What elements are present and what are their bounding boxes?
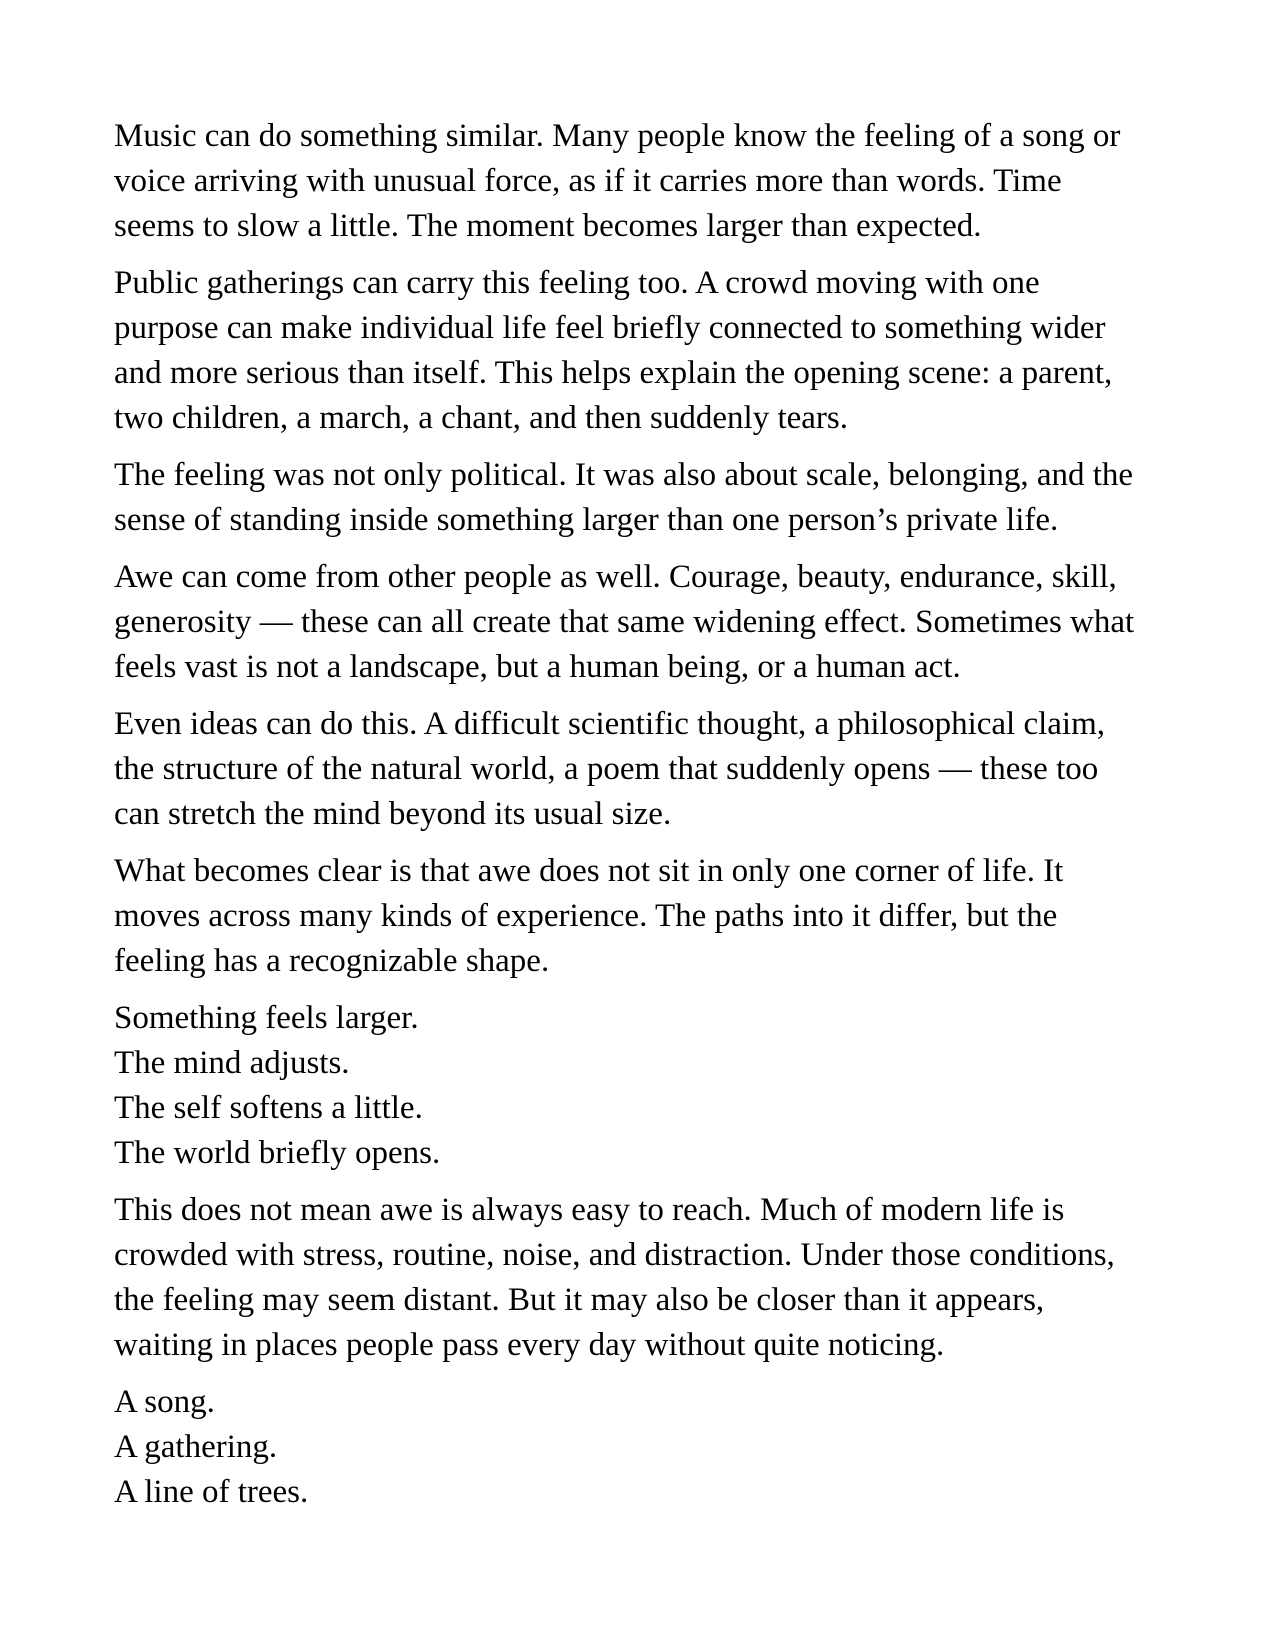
paragraph <box>114 702 1165 837</box>
text-line: can stretch the mind beyond its usual size. <box>114 796 672 832</box>
text-line: The self softens a little. <box>114 1090 423 1126</box>
paragraph <box>114 996 1165 1176</box>
paragraph <box>114 555 1165 690</box>
paragraph <box>114 1380 1165 1515</box>
paragraph <box>114 453 1165 543</box>
text-line: The world briefly opens. <box>114 1135 441 1171</box>
text-line: the structure of the natural world, a poem that suddenly opens — these too <box>114 751 1099 787</box>
text-line: Something feels larger. <box>114 1000 419 1036</box>
text-line: The feeling was not only political. It was also about scale, belonging, and the <box>114 457 1134 493</box>
text-line: What becomes clear is that awe does not sit in only one corner of life. It <box>114 853 1064 889</box>
text-line: sense of standing inside something larger than one person’s private life. <box>114 502 1059 538</box>
text-line: crowded with stress, routine, noise, and distraction. Under those conditions, <box>114 1237 1115 1273</box>
paragraph <box>114 849 1165 984</box>
text-line: Awe can come from other people as well. Courage, beauty, endurance, skill, <box>114 559 1117 595</box>
text-line: A line of trees. <box>114 1474 309 1510</box>
text-line: moves across many kinds of experience. The paths into it differ, but the <box>114 898 1058 934</box>
text-line: voice arriving with unusual force, as if it carries more than words. Time <box>114 163 1062 199</box>
text-line: purpose can make individual life feel briefly connected to something wider <box>114 310 1106 346</box>
text-line: two children, a march, a chant, and then suddenly tears. <box>114 400 848 436</box>
text-line: feels vast is not a landscape, but a human being, or a human act. <box>114 649 961 685</box>
text-line: seems to slow a little. The moment becomes larger than expected. <box>114 208 982 244</box>
text-line: generosity — these can all create that same widening effect. Sometimes what <box>114 604 1135 640</box>
text-line: feeling has a recognizable shape. <box>114 943 550 979</box>
text-line: and more serious than itself. This helps explain the opening scene: a parent, <box>114 355 1113 391</box>
text-line: A gathering. <box>114 1429 278 1465</box>
text-line: A song. <box>114 1384 215 1420</box>
paragraph <box>114 1188 1165 1368</box>
paragraph <box>114 261 1165 441</box>
text-line: waiting in places people pass every day without quite noticing. <box>114 1327 945 1363</box>
text-line: The mind adjusts. <box>114 1045 350 1081</box>
text-line: Music can do something similar. Many people know the feeling of a song or <box>114 118 1121 154</box>
page-text <box>114 114 1165 1515</box>
text-line: Even ideas can do this. A difficult scientific thought, a philosophical claim, <box>114 706 1106 742</box>
text-line: Public gatherings can carry this feeling too. A crowd moving with one <box>114 265 1040 301</box>
paragraph <box>114 114 1165 249</box>
text-line: This does not mean awe is always easy to reach. Much of modern life is <box>114 1192 1065 1228</box>
text-line: the feeling may seem distant. But it may also be closer than it appears, <box>114 1282 1045 1318</box>
